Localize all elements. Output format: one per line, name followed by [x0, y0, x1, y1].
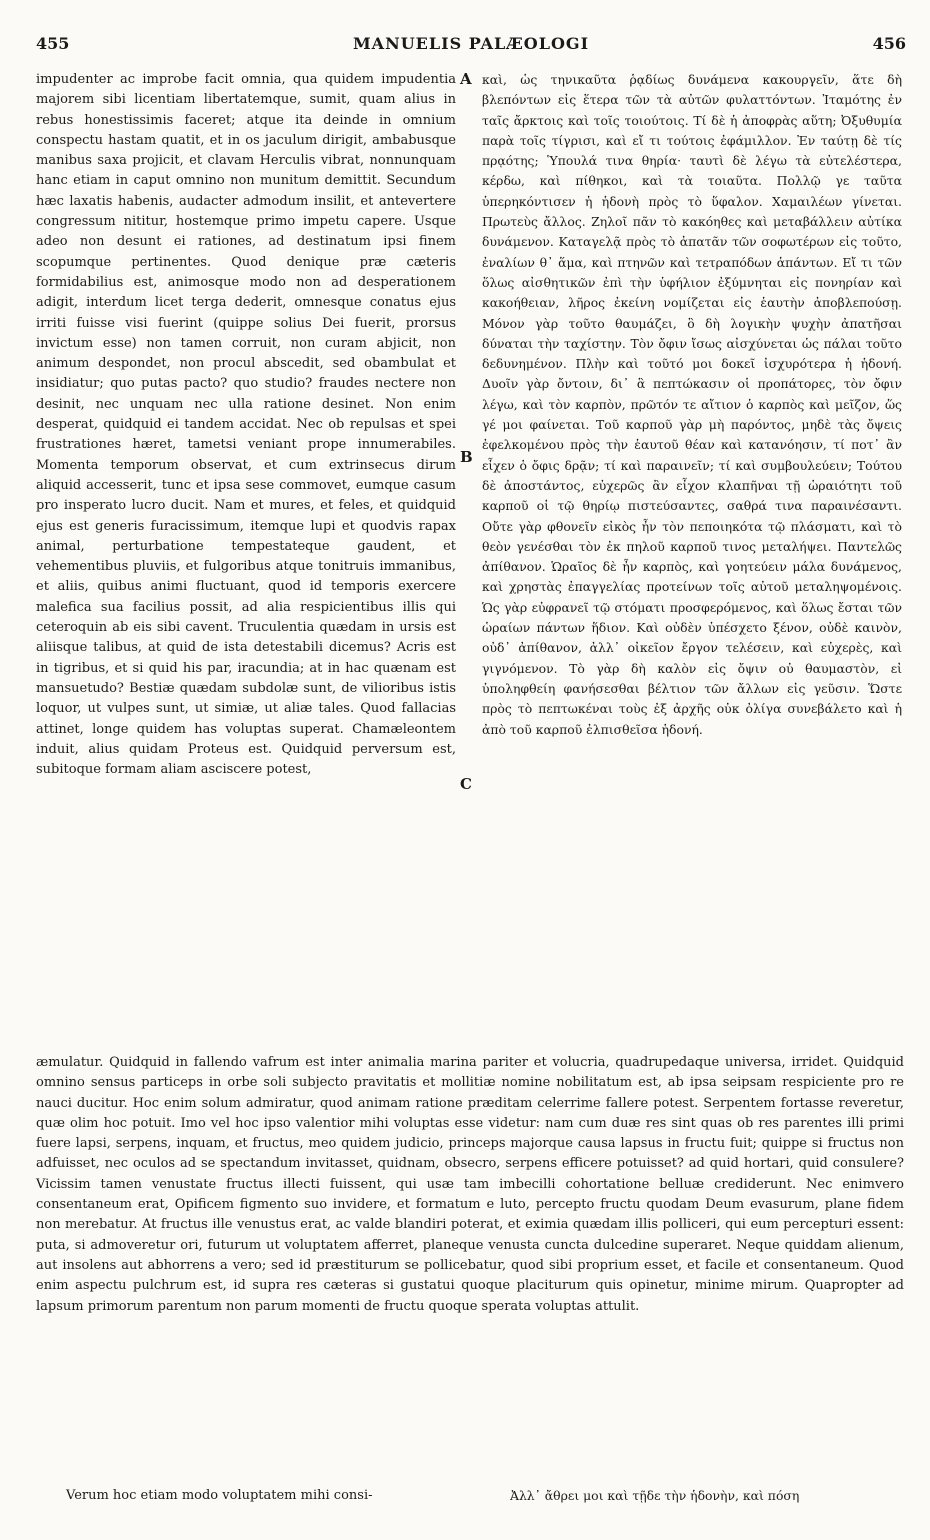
margin-letter-c: C — [460, 775, 472, 793]
latin-column: impudenter ac improbe facit omnia, qua quidem impudentia majorem sibi licentiam libertatemque, sumit, quam alius in rebus honestissimis faceret; atque ita deinde in omnium conspectu hastam quatit, et in os jaculum dirigit, ambabusque manibus saxa projicit, et clavam Herculis vibrat, nonnunquam hanc etiam in caput omnino non munitum demittit. Secundum hæc laxatis habenis, audacter admodum insilit, et antevertere congressum nititur, hostemque primo impetu capere. Usque adeo non desunt ei rationes, ad destinatum ipsi finem scopumque pertinentes. Quod denique præ cæteris formidabilius est, animosque modo non ad desperationem adigit, interdum licet terga dederit, omnesque conatus ejus irriti fuisse visi fuerint (quippe solius Dei fuerit, prorsus invictum esse) non tamen corruit, non curam abjicit, non animum despondet, non procul abscedit, sed obambulat et insidiatur; quo putas pacto? quo studio? fraudes nectere non desinit, nec unquam nec ulla ratione desinet. Non enim desperat, quidquid ei tandem accidat. Nec ob repulsas et spei frustrationes hæret, tametsi veniant prope innumerabiles. Momenta temporum observat, et cum extrinsecus dirum aliquid accesserit, tunc et ipsa sese commovet, eumque casum pro insperato lucro ducit. Nam et mures, et feles, et quidquid ejus est generis furacissimum, itemque lupi et quodvis rapax animal, perturbatione tempestateque gaudent, et vehementibus pluviis, et fulgoribus atque tonitruis immanibus, et aliis, quibus animi fluctuant, quod id temporis exercere malefica sua facilius possit, ad alia respicientibus illis qui ceteroquin ab eis sibi cavent. Truculentia quædam in ursis est aliisque talibus, at quid de ista detestabili dicemus? Acris est in tigribus, et si quid his par, iracundia; at in hac quænam est mansuetudo? Bestiæ quædam subdolæ sunt, de vilioribus istis loquor, ut vulpes sunt, ut simiæ, ut aliæ tales. Quod fallacias attinet, longe quidem has voluptas superat. Chamæleontem induit, alius quidam Proteus est. Quidquid perversum est, subitoque formam aliam asciscere potest, — [36, 72, 456, 778]
running-title: MANUELIS PALÆOLOGI — [352, 34, 590, 53]
full-width-latin-text: æmulatur. Quidquid in fallendo vafrum est inter animalia marina pariter et volucria, quadrupedaque universa, irridet. Quidquid omnino sensus particeps in orbe soli subjecto pravitatis et mollitiæ nomine nobilitatum est, ab ipsa seipsam respiciente pro re nauci ducitur. Hoc enim solum admiratur, quod animam ratione præditam celerrime fallere potest. Serpentem fortasse reveretur, quæ olim hoc potuit. Imo vel hoc ipso valentior mihi voluptas esse videtur: nam cum duæ res sint quas ob res parentes illi primi fuere lapsi, serpens, inquam, et fructus, meo quidem judicio, princeps majorque causa lapsus in fructu fuit; quippe si fructus non adfuisset, nec oculos ad se spectandum invitasset, quidnam, obsecro, serpens efficere potuisset? ad quid hortari, quid consulere? Vicissim tamen venustate fructus illecti fuissent, qui usæ tam imbecilli cohortatione belluæ crediderunt. Nec enimvero consentaneum erat, Opificem figmento suo invidere, et formatum e luto, percepto fructu quodam Deum evasurum, plane fidem non merebatur. At fructus ille venustus erat, ac valde blandiri poterat, et eximia quædam illis polliceri, qui eum percepturi essent: puta, si admoveretur ori, futurum ut voluptatem afferret, planeque venusta cuncta dulcedine superaret. Neque quiddam alienum, aut insolens aut abhorrens a vero; sed id præstiturum se pollicebatur, quod sibi proprium esset, et facile et consentaneum. Quod enim aspectu pulchrum est, id supra res cæteras si gustatui quoque placiturum quis opinetur, minime mirum. Quapropter ad lapsum primorum parentum non parum momenti de fructu quoque sperata voluptas attulit. — [36, 1055, 904, 1314]
margin-letter-b: B — [460, 448, 473, 466]
page-number-left: 455 — [36, 34, 70, 53]
page-number-right: 456 — [872, 34, 906, 53]
page-header — [32, 30, 910, 60]
greek-column: καὶ, ὡς τηνικαῦτα ῥᾳδίως δυνάμενα κακουργεῖν, ἅτε δὴ βλεπόντων εἰς ἕτερα τῶν τὰ αὐτῶν φυλαττόντων. Ἰταμότης ἐν ταῖς ἄρκτοις καὶ τοῖς τοιούτοις. Τί δὲ ἡ ἀποφρὰς αὕτη; Ὀξυθυμία παρὰ τοῖς τίγρισι, καὶ εἴ τι τούτοις ἐφάμιλλον. Ἐν ταύτῃ δὲ τίς πρᾳότης; Ὑπουλά τινα θηρία· ταυτὶ δὲ λέγω τὰ εὐτελέστερα, κέρδω, καὶ πίθηκοι, καὶ τὰ τοιαῦτα. Πολλῷ γε ταῦτα ὑπερηκόντισεν ἡ ἡδονὴ πρὸς τὸ ὕφαλον. Χαμαιλέων γίνεται. Πρωτεὺς ἄλλος. Ζηλοῖ πᾶν τὸ κακόηθες καὶ μεταβάλλειν αὐτίκα δυνάμενον. Καταγελᾷ πρὸς τὸ ἀπατᾶν τῶν σοφωτέρων εἰς τοῦτο, ἐναλίων θ᾽ ἅμα, καὶ πτηνῶν καὶ τετραπόδων ἁπάντων. Εἴ τι τῶν ὅλως αἰσθητικῶν ἐπὶ τὴν ὑφήλιον ἐξύμνηται εἰς πονηρίαν καὶ κακοήθειαν, λῆρος ἐκείνη νομίζεται εἰς ἑαυτὴν ἀποβλεπούσῃ. Μόνον γὰρ τοῦτο θαυμάζει, ὃ δὴ λογικὴν ψυχὴν ἀπατῆσαι δύναται τὴν ταχίστην. Τὸν ὄφιν ἴσως αἰσχύνεται ὡς πάλαι τοῦτο δεδυνημένον. Πλὴν καὶ τοῦτό μοι δοκεῖ ἰσχυρότερα ἡ ἡδονή. Δυοῖν γὰρ ὄντοιν, δι᾽ ἃ πεπτώκασιν οἱ προπάτορες, τὸν ὄφιν λέγω, καὶ τὸν καρπὸν, πρῶτόν τε αἴτιον ὁ καρπὸς καὶ μεῖζον, ὥς γέ μοι φαίνεται. Τοῦ καρποῦ γὰρ μὴ παρόντος, μηδὲ τὰς ὄψεις ἐφελκομένου πρὸς τὴν ἑαυτοῦ θέαν καὶ κατανόησιν, τί ποτ᾽ ἂν εἶχεν ὁ ὄφις δρᾷν; τί καὶ παραινεῖν; τί καὶ συμβουλεύειν; Τούτου δὲ ἀποστάντος, εὐχερῶς ἂν εἶχον κλαπῆναι τῇ ὡραιότητι τοῦ καρποῦ οἱ τῷ θηρίῳ πιστεύσαντες, σαθρά τινα παραινέσαντι. Οὔτε γὰρ φθονεῖν εἰκὸς ἦν τὸν πεποιηκότα τῷ πλάσματι, καὶ τὸ θεὸν γενέσθαι τὸν ἐκ πηλοῦ καρποῦ τινος μεταλήψει. Παντελῶς ἀπίθανον. Ὡραῖος δὲ ἦν καρπὸς, καὶ γοητεύειν μάλα δυνάμενος, καὶ χρηστὰς ἐπαγγελίας προτείνων τοῖς αὐτοῦ μεταληψομένοις. Ὡς γὰρ εὐφρανεῖ τῷ στόματι προσφερόμενος, καὶ ὅλως ἔσται τῶν ὡραίων πάντων ἥδιον. Καὶ οὐδὲν ὑπέσχετο ξένον, οὐδὲ καινὸν, οὐδ᾽ ἀπίθανον, ἀλλ᾽ οἰκεῖον ἔργον τελέσειν, καὶ εὐχερὲς, καὶ γιγνόμενον. Τὸ γὰρ δὴ καλὸν εἰς ὄψιν οὐ θαυμαστὸν, εἰ ὑποληφθείη φανήσεσθαι βέλτιον τῶν ἄλλων εἰς γεῦσιν. Ὥστε πρὸς τὸ πεπτωκέναι τοὺς ἐξ ἀρχῆς οὐκ ὀλίγα συνεβάλετο καὶ ἡ ἀπὸ τοῦ καρποῦ ἐλπισθεῖσα ἡδονή. — [482, 72, 902, 737]
latin-continuation-line: Verum hoc etiam modo voluptatem mihi consi- — [66, 1488, 373, 1503]
greek-continuation-line: Ἀλλ᾽ ἄθρει μοι καὶ τῇδε τὴν ἡδονὴν, καὶ πόση — [510, 1488, 800, 1503]
margin-letter-a: A — [460, 70, 472, 88]
